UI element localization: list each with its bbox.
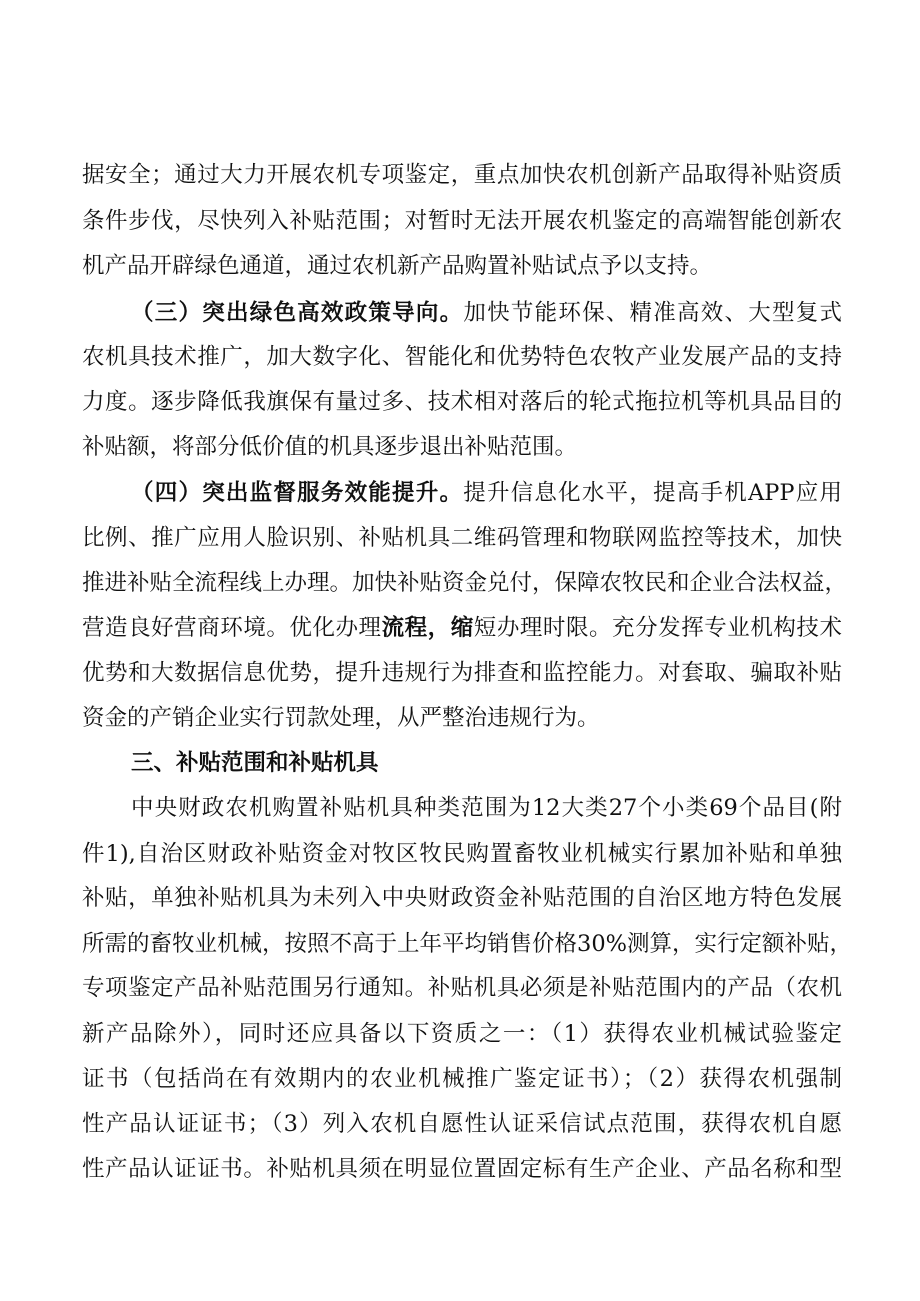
bold-text: （三）突出绿色高效政策导向。 xyxy=(131,300,464,326)
text-span: 机产品开辟绿色通道，通过农机新产品购置补贴试点予以支持。 xyxy=(82,253,713,279)
text-span: 证书（包括尚在有效期内的农业机械推广鉴定证书）；（2）获得农机强制 xyxy=(82,1066,842,1092)
text-span: 所需的畜牧业机械，按照不高于上年平均销售价格30%测算，实行定额补贴， xyxy=(82,931,853,957)
text-line xyxy=(82,1064,842,1094)
text-line xyxy=(82,432,842,462)
text-line xyxy=(131,793,842,823)
text-line xyxy=(82,973,842,1003)
bold-text: 流程，缩 xyxy=(381,615,474,641)
text-span: 推进补贴全流程线上办理。加快补贴资金兑付，保障农牧民和企业合法权益， xyxy=(82,570,848,596)
text-line xyxy=(82,883,842,913)
text-span: 力度。逐步降低我旗保有量过多、技术相对落后的轮式拖拉机等机具品目的 xyxy=(82,389,842,415)
text-line xyxy=(82,160,842,190)
text-line xyxy=(82,658,842,688)
text-line xyxy=(82,703,842,733)
text-span: 专项鉴定产品补贴范围另行通知。补贴机具必须是补贴范围内的产品（农机 xyxy=(82,975,842,1001)
text-span: 优势和大数据信息优势，提升违规行为排查和监控能力。对套取、骗取补贴 xyxy=(82,660,842,686)
text-span: 条件步伐，尽快列入补贴范围；对暂时无法开展农机鉴定的高端智能创新农 xyxy=(82,208,842,234)
text-line xyxy=(82,613,842,643)
text-line xyxy=(82,929,853,959)
text-span: 资金的产销企业实行罚款处理，从严整治违规行为。 xyxy=(82,705,600,731)
text-line xyxy=(82,1019,842,1049)
text-line xyxy=(82,523,842,553)
text-line xyxy=(131,478,842,508)
text-line xyxy=(82,251,842,281)
section-heading xyxy=(131,748,842,778)
text-span: 比例、推广应用人脸识别、补贴机具二维码管理和物联网监控等技术，加快 xyxy=(82,525,842,551)
text-span: 中央财政农机购置补贴机具种类范围为12大类27个小类69个品目(附 xyxy=(131,795,842,821)
text-span: 据安全；通过大力开展农机专项鉴定，重点加快农机创新产品取得补贴资质 xyxy=(82,162,842,188)
text-span: 提升信息化水平，提高手机APP应用 xyxy=(463,480,842,506)
text-line xyxy=(82,1154,842,1184)
text-line xyxy=(82,568,848,598)
text-line xyxy=(82,1109,842,1139)
text-line xyxy=(82,342,842,372)
text-span: 农机具技术推广，加大数字化、智能化和优势特色农牧产业发展产品的支持 xyxy=(82,344,842,370)
text-span: 短办理时限。充分发挥专业机构技术 xyxy=(473,615,842,641)
text-line xyxy=(82,206,842,236)
text-span: 性产品认证证书。补贴机具须在明显位置固定标有生产企业、产品名称和型 xyxy=(82,1156,842,1182)
text-span: 加快节能环保、精准高效、大型复式 xyxy=(463,300,842,326)
text-span: 补贴，单独补贴机具为未列入中央财政资金补贴范围的自治区地方特色发展 xyxy=(82,885,842,911)
text-span: 补贴额，将部分低价值的机具逐步退出补贴范围。 xyxy=(82,434,578,460)
text-span: 性产品认证证书；（3）列入农机自愿性认证采信试点范围，获得农机自愿 xyxy=(82,1111,842,1137)
text-span: 三、补贴范围和补贴机具 xyxy=(131,750,379,776)
text-line xyxy=(82,839,842,869)
text-span: 件1),自治区财政补贴资金对牧区牧民购置畜牧业机械实行累加补贴和单独 xyxy=(82,841,842,867)
text-line xyxy=(82,387,842,417)
text-line xyxy=(131,298,842,328)
text-span: 新产品除外），同时还应具备以下资质之一：（1）获得农业机械试验鉴定 xyxy=(82,1021,842,1047)
text-span: 营造良好营商环境。优化办理 xyxy=(82,615,382,641)
bold-text: （四）突出监督服务效能提升。 xyxy=(131,480,464,506)
